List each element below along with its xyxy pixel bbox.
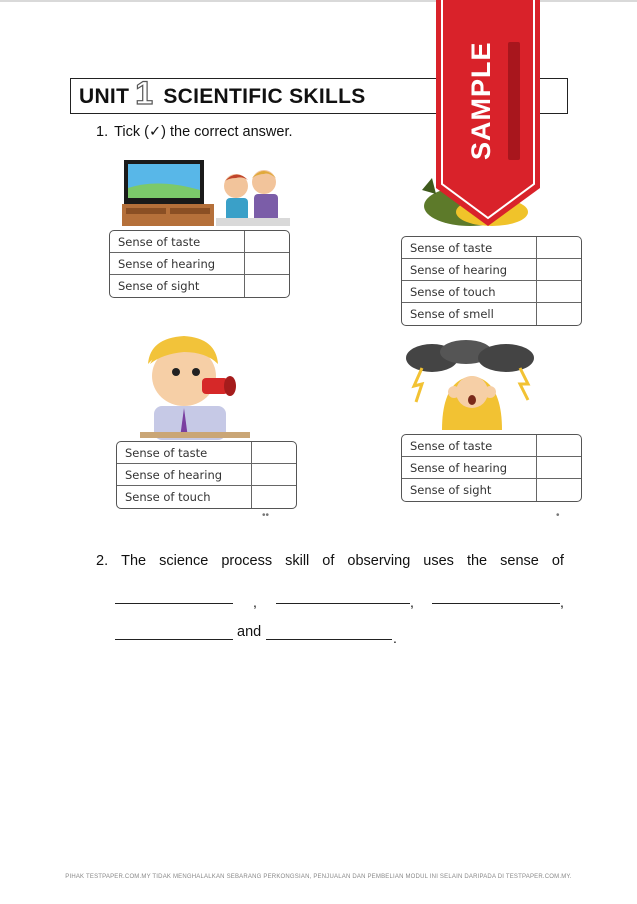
answer-table-1	[109, 230, 290, 298]
question-2-word: of	[322, 553, 335, 569]
question-2-word: uses	[423, 553, 454, 569]
and-word: and	[237, 624, 262, 640]
comma: ,	[253, 594, 257, 610]
period: .	[393, 630, 397, 646]
question-2-word: The	[121, 553, 147, 569]
scan-mark: •	[556, 510, 560, 521]
option-label: Sense of smell	[402, 303, 537, 325]
question-2-word: observing	[347, 553, 411, 569]
tick-box[interactable]	[252, 442, 296, 463]
table-row	[110, 231, 289, 253]
table-row	[402, 303, 581, 325]
tick-box[interactable]	[537, 303, 581, 325]
question-2-word: science	[159, 553, 209, 569]
tick-box[interactable]	[537, 479, 581, 501]
tick-box[interactable]	[245, 231, 289, 252]
answer-blank-2[interactable]	[276, 603, 410, 604]
table-row	[402, 237, 581, 259]
table-row	[117, 486, 296, 508]
question-2-word: sense	[500, 553, 539, 569]
option-label: Sense of taste	[402, 435, 537, 456]
table-row	[110, 253, 289, 275]
answer-table-3	[116, 441, 297, 509]
question-2-prompt	[96, 553, 564, 569]
question-2-word: skill	[285, 553, 310, 569]
answer-blank-4[interactable]	[115, 639, 233, 640]
question-2-word: of	[551, 553, 564, 569]
page-top-edge	[0, 0, 637, 2]
question-2-number: 2.	[96, 553, 109, 569]
option-label: Sense of taste	[117, 442, 252, 463]
answer-blank-3[interactable]	[432, 603, 560, 604]
tick-box[interactable]	[537, 435, 581, 456]
unit-title-text: SCIENTIFIC SKILLS	[163, 85, 366, 108]
tick-box[interactable]	[537, 281, 581, 302]
answer-blank-1[interactable]	[115, 603, 233, 604]
table-row	[117, 464, 296, 486]
thunderstorm-child-illustration	[402, 340, 542, 434]
comma: ,	[560, 594, 564, 610]
option-label: Sense of taste	[402, 237, 537, 258]
tick-box[interactable]	[537, 457, 581, 478]
tick-box[interactable]	[537, 237, 581, 258]
unit-number: 1	[135, 75, 154, 111]
option-label: Sense of touch	[117, 486, 252, 508]
option-label: Sense of touch	[402, 281, 537, 302]
children-watching-tv-illustration	[118, 158, 290, 230]
question-1-prompt	[96, 124, 293, 140]
tick-box[interactable]	[252, 464, 296, 485]
comma: ,	[410, 594, 414, 610]
option-label: Sense of hearing	[402, 259, 537, 280]
unit-label: UNIT	[79, 85, 130, 108]
tick-box[interactable]	[245, 253, 289, 274]
option-label: Sense of taste	[110, 231, 245, 252]
footer-disclaimer: PIHAK TESTPAPER.COM.MY TIDAK MENGHALALKAN SEBARANG PERKONGSIAN, PENJUALAN DAN PEMBELIAN MODUL INI SELAIN DARIPADA DI TESTPAPER.COM.MY.	[65, 874, 572, 880]
option-label: Sense of sight	[110, 275, 245, 297]
option-label: Sense of hearing	[117, 464, 252, 485]
question-2-word: process	[221, 553, 273, 569]
option-label: Sense of sight	[402, 479, 537, 501]
option-label: Sense of hearing	[110, 253, 245, 274]
answer-table-4	[401, 434, 582, 502]
table-row	[402, 259, 581, 281]
question-1-text: Tick (✓) the correct answer.	[114, 124, 293, 140]
tick-box[interactable]	[252, 486, 296, 508]
table-row	[117, 442, 296, 464]
tick-box[interactable]	[245, 275, 289, 297]
boy-drinking-illustration	[140, 334, 250, 440]
scan-mark: ••	[262, 510, 270, 521]
question-2-word: the	[466, 553, 488, 569]
answer-table-2	[401, 236, 582, 326]
answer-blank-5[interactable]	[266, 639, 392, 640]
table-row	[402, 457, 581, 479]
option-label: Sense of hearing	[402, 457, 537, 478]
table-row	[110, 275, 289, 297]
question-1-number: 1.	[96, 124, 109, 140]
ribbon-url-strip	[508, 42, 520, 160]
table-row	[402, 479, 581, 501]
table-row	[402, 435, 581, 457]
table-row	[402, 281, 581, 303]
tick-box[interactable]	[537, 259, 581, 280]
sample-watermark-label: SAMPLE	[466, 41, 496, 161]
unit-title	[79, 75, 366, 111]
